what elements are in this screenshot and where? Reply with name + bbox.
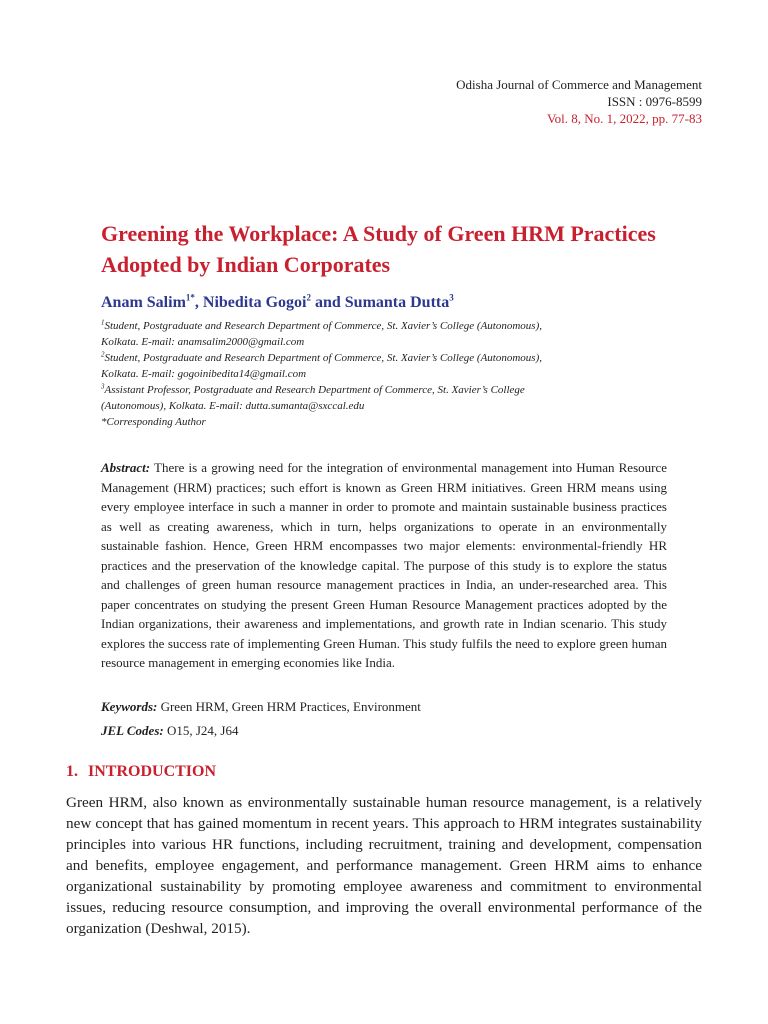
affiliation-marker: 3 [101,382,105,391]
introduction-paragraph: Green HRM, also known as environmentally sustainable human resource management, is a relatively new concept that has gained momentum in recent years. This approach to HRM integrates sustainability principles into various HR functions, including recruitment, training and development, compensation and benefits, employee engagement, and performance management. Green HRM aims to enhance organizational sustainability by promoting employee awareness and commitment to environmental issues, reducing resource consumption, and improving the overall environmental performance of the organization (Deshwal, 2015). [66,794,702,937]
affiliation-marker: 1 [101,318,105,327]
affiliation-line [101,318,641,334]
affiliation-text: Student, Postgraduate and Research Department of Commerce, St. Xavier’s College (Autonomous), [104,352,542,364]
affiliation-email: Kolkata. E-mail: anamsalim2000@gmail.com [101,336,305,348]
abstract [101,458,667,673]
keywords-label: Keywords: [101,699,158,714]
jel-label: JEL Codes: [101,723,164,738]
affiliations [101,318,641,430]
affiliation-line [101,382,641,398]
affiliation-email: Kolkata. E-mail: gogoinibedita14@gmail.com [101,368,307,380]
author-separator: and [310,294,345,311]
section-title: INTRODUCTION [88,763,217,780]
jel-codes [101,722,238,740]
keywords [101,698,421,716]
author-separator: , [194,294,203,311]
paper-title: Greening the Workplace: A Study of Green HRM Practices Adopted by Indian Corporates [101,221,656,277]
affiliation-marker: 2 [101,350,105,359]
abstract-text: There is a growing need for the integration of environmental management into Human Resource Management (HRM) practices; such effort is known as Green HRM initiatives. Green HRM means using every employee interface in such a manner in order to promote and maintain sustainable business practices as well as creating awareness, which in turn, helps organizations to operate in an environmentally sustainable fashion. Hence, Green HRM encompasses two major elements: environmental-friendly HR practices and the preservation of the knowledge capital. The purpose of this study is to explore the status and challenges of green human resource management practices in India, an under-researched area. This paper concentrates on studying the present Green Human Resource Management practices adopted by the Indian organizations, their awareness and implementations, and growth rate in Indian scenario. This study explores the success rate of implementing Green Human. This study fulfils the need to explore green human resource management in emerging economies like India. [101,460,667,670]
affiliation-text: Assistant Professor, Postgraduate and Research Department of Commerce, St. Xavier’s College [104,384,525,396]
section-number: 1. [66,763,78,780]
issn: ISSN : 0976-8599 [607,94,702,109]
volume-info: Vol. 8, No. 1, 2022, pp. 77-83 [546,111,702,126]
journal-name: Odisha Journal of Commerce and Management [456,77,702,92]
author-list [101,293,454,313]
affiliation-line [101,350,641,366]
journal-header [456,76,702,127]
author-name: Anam Salim [101,294,186,311]
author-name: Sumanta Dutta [344,294,450,311]
keywords-text: Green HRM, Green HRM Practices, Environment [157,699,421,714]
author-marker: 3 [449,292,454,303]
jel-text: O15, J24, J64 [163,723,239,738]
corresponding-author-note: *Corresponding Author [101,416,206,428]
author-name: Nibedita Gogoi [202,294,307,311]
abstract-label: Abstract: [101,460,151,475]
affiliation-text: Student, Postgraduate and Research Department of Commerce, St. Xavier’s College (Autonomous), [104,320,542,332]
section-heading [66,762,216,782]
author-marker: 1* [185,292,195,303]
affiliation-email: (Autonomous), Kolkata. E-mail: dutta.sumanta@sxccal.edu [101,400,365,412]
author-marker: 2 [306,292,311,303]
